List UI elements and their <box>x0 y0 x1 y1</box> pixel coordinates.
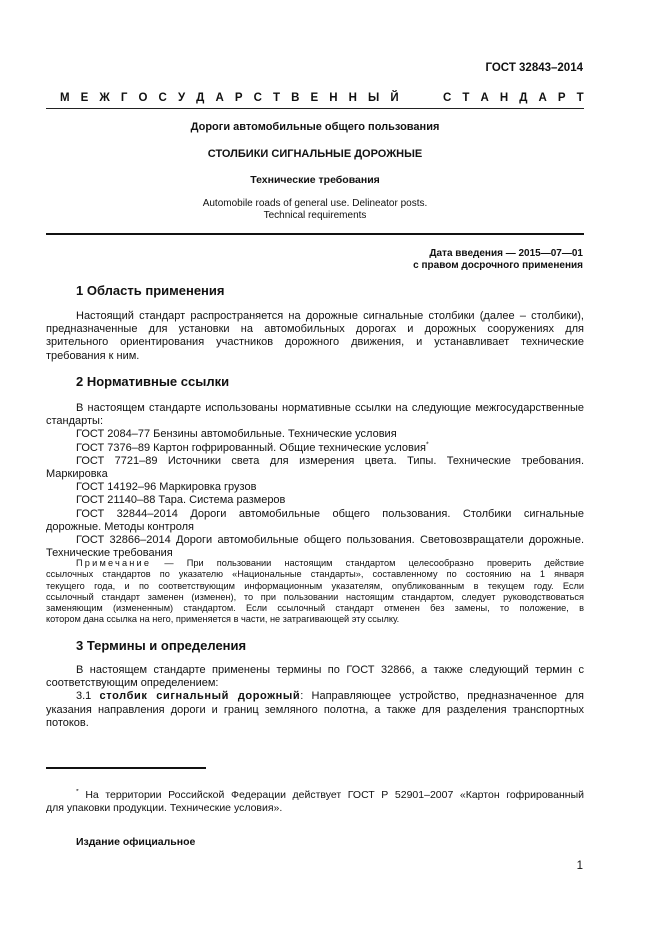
title-rule <box>46 233 584 235</box>
interstate-letter: С <box>253 92 262 104</box>
section-2-intro-line-2: стандарты: <box>46 415 104 428</box>
section-2-note <box>46 558 584 626</box>
reference-gost-7721-line-2: Маркировка <box>46 467 108 480</box>
section-1-line-3: зрительного ориентирования участников дорожного движения, и устанавливает технические <box>46 336 584 349</box>
term-definition-start: : Направляющее устройство, предназначенное для <box>300 690 584 703</box>
note-line-4: ссылочный стандарт заменен (изменен), то при пользовании настоящим стандартом, следует руководствоваться <box>46 591 584 602</box>
interstate-letter: Т <box>576 92 584 104</box>
reference-gost-7721-line-1: ГОСТ 7721–89 Источники света для измерения цвета. Типы. Технические требования. <box>76 454 584 467</box>
section-3-intro-line-2: соответствующим определением: <box>46 677 219 690</box>
term-3-1-line-2: указания направления дороги и границ земляного полотна, а также для разделения транспортных <box>46 703 584 716</box>
interstate-letter: У <box>177 92 186 104</box>
note-label: Примечание <box>76 558 152 568</box>
english-title-line-1: Automobile roads of general use. Delineator posts. <box>202 198 428 209</box>
official-edition-label: Издание официальное <box>76 836 196 848</box>
note-line-1-text: — При пользовании настоящим стандартом целесообразно проверить действие <box>151 558 584 568</box>
interstate-letter: Й <box>390 92 399 104</box>
footnote-line-1 <box>46 789 584 802</box>
reference-gost-32844-line-2: дорожные. Методы контроля <box>46 520 194 533</box>
english-title <box>46 198 584 222</box>
footnote <box>46 789 584 815</box>
interstate-letter: Н <box>329 92 338 104</box>
section-1-heading: 1 Область применения <box>76 283 225 298</box>
footnote-rule <box>46 767 206 769</box>
interstate-letter: Е <box>80 92 89 104</box>
page-number: 1 <box>576 860 583 872</box>
term-name: столбик сигнальный дорожный <box>99 690 301 703</box>
reference-gost-14192: ГОСТ 14192–96 Маркировка грузов <box>76 481 257 494</box>
introduction-date-line-1: Дата введения — 2015—07—01 <box>429 248 583 259</box>
section-1-line-4: требования к ним. <box>46 349 140 362</box>
term-3-1-line-3: потоков. <box>46 716 89 729</box>
note-line-2: ссылочных стандартов по указателю «Национальные стандарты», составленному по состоянию на 1 января <box>46 569 584 580</box>
interstate-letter: А <box>538 92 547 104</box>
footnote-line-2: для упаковки продукции. Технические условия». <box>46 802 283 814</box>
footnote-mark: * <box>76 789 79 796</box>
title-line-1: Дороги автомобильные общего пользования <box>190 121 440 133</box>
note-line-3: текущего года, и по соответствующим информационным указателям, опубликованным в текущем году. Если <box>46 580 584 591</box>
reference-gost-2084: ГОСТ 2084–77 Бензины автомобильные. Технические условия <box>76 428 397 441</box>
title-line-2: СТОЛБИКИ СИГНАЛЬНЫЕ ДОРОЖНЫЕ <box>207 148 423 160</box>
interstate-letter: С <box>442 92 452 104</box>
section-1-body <box>46 310 584 363</box>
interstate-letter: Р <box>234 92 243 104</box>
interstate-standard-banner <box>60 92 584 104</box>
section-1-line-2: предназначенные для установки на автомобильных дорогах и дорожных сооружениях для <box>46 323 584 336</box>
section-3-heading: 3 Термины и определения <box>76 638 247 653</box>
interstate-letter: А <box>215 92 224 104</box>
interstate-letter: А <box>480 92 489 104</box>
interstate-letter: Р <box>557 92 566 104</box>
introduction-date <box>413 248 583 272</box>
interstate-letter: Е <box>310 92 319 104</box>
reference-gost-32866-line-1: ГОСТ 32866–2014 Дороги автомобильные общего пользования. Световозвращатели дорожные. <box>76 533 584 546</box>
section-2-heading: 2 Нормативные ссылки <box>76 374 230 389</box>
note-line-5: заменяющим (измененным) стандартом. Если ссылочный стандарт отменен без замены, то положение, в <box>46 603 584 614</box>
reference-gost-32866-line-2: Технические требования <box>46 547 173 560</box>
footnote-line-1-text: На территории Российской Федерации действует ГОСТ Р 52901–2007 «Картон гофрированный <box>78 789 584 801</box>
introduction-date-line-2: с правом досрочного применения <box>413 260 583 271</box>
gost-code: ГОСТ 32843–2014 <box>485 62 583 74</box>
interstate-letter: Н <box>348 92 357 104</box>
reference-gost-32844-line-1: ГОСТ 32844–2014 Дороги автомобильные общего пользования. Столбики сигнальные <box>76 507 584 520</box>
reference-gost-7376-text: ГОСТ 7376–89 Картон гофрированный. Общие технические условия <box>76 441 426 454</box>
section-3-intro-line-1: В настоящем стандарте применены термины по ГОСТ 32866, а также следующий термин с <box>76 664 584 676</box>
footnote-marker: * <box>425 440 429 448</box>
note-line-1 <box>46 558 584 569</box>
interstate-letter: Д <box>196 92 205 104</box>
section-2-intro-line-1: В настоящем стандарте использованы нормативные ссылки на следующие межгосударственные <box>76 402 584 414</box>
section-2-body <box>46 402 584 560</box>
reference-gost-21140: ГОСТ 21140–88 Тара. Система размеров <box>76 494 286 507</box>
interstate-letter: Г <box>120 92 128 104</box>
term-number: 3.1 <box>76 690 100 703</box>
title-line-3: Технические требования <box>250 174 380 186</box>
interstate-letter: С <box>158 92 167 104</box>
interstate-letter: М <box>60 92 70 104</box>
term-3-1-line-1 <box>46 690 584 703</box>
section-3-body <box>46 664 584 730</box>
interstate-letter: Ж <box>99 92 110 104</box>
english-title-line-2: Technical requirements <box>263 210 367 221</box>
interstate-letter: Н <box>499 92 509 104</box>
interstate-letter: Т <box>462 92 470 104</box>
interstate-letter: О <box>138 92 148 104</box>
interstate-letter: Ы <box>368 92 380 104</box>
interstate-letter: Д <box>519 92 528 104</box>
reference-gost-7376 <box>46 442 584 455</box>
section-1-line-1: Настоящий стандарт распространяется на дорожные сигнальные столбики (далее – столбики), <box>76 310 584 322</box>
interstate-letter: В <box>291 92 300 104</box>
interstate-letter: Т <box>272 92 281 104</box>
header-rule <box>46 108 584 109</box>
note-line-6: котором дана ссылка на него, применяется в части, не затрагивающей эту ссылку. <box>46 614 400 625</box>
